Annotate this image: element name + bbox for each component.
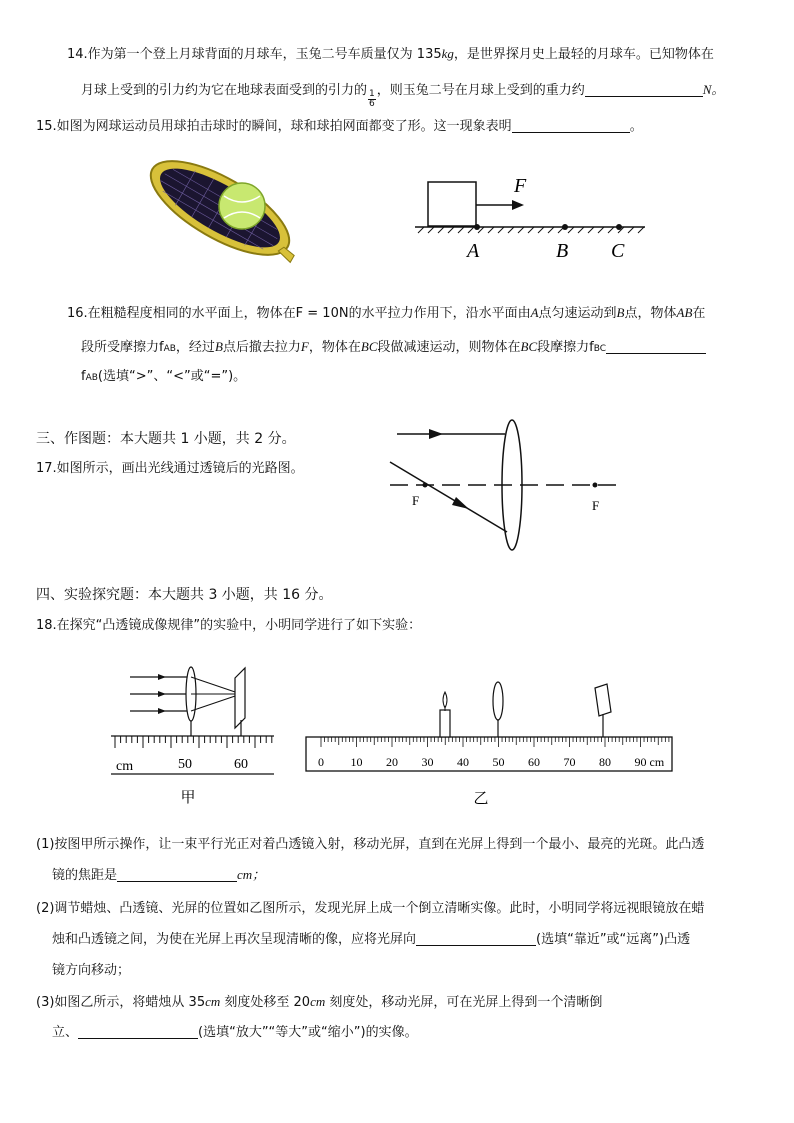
focal-point-right xyxy=(593,483,598,488)
force-label: F xyxy=(514,175,527,197)
point-c-label: C xyxy=(611,240,625,262)
ruler-tick-label: 10 xyxy=(350,755,363,769)
q14-text-b: ，是世界探月史上最轻的月球车。已知物体在 xyxy=(453,47,714,62)
q16-text-b: 点匀速运动到 xyxy=(538,306,617,321)
q15-end: 。 xyxy=(629,119,643,134)
ruler-tick-label: 80 xyxy=(599,755,611,769)
screen-jia xyxy=(235,668,245,728)
q18-p2-text-b: (选填“靠近”或“远离”)凸透 xyxy=(536,932,691,947)
fraction-numerator: 1 xyxy=(369,89,375,99)
figure-jia xyxy=(108,660,278,810)
q15-answer-blank[interactable] xyxy=(512,118,630,133)
parallel-ray-arrow xyxy=(429,429,443,439)
q14-line1 xyxy=(67,45,714,64)
q16-sub-ab2: AB xyxy=(85,373,98,383)
candle-flame xyxy=(443,692,447,708)
q16-line1 xyxy=(67,304,705,323)
q14-line2 xyxy=(81,81,724,109)
q18-p2-line1: (2)调节蜡烛、凸透镜、光屏的位置如乙图所示，发现光屏上成一个倒立清晰实像。此时，小明同学将远视眼镜放在蜡 xyxy=(36,901,705,916)
ruler-tick-label: 20 xyxy=(386,755,398,769)
q18-p2-line2 xyxy=(52,931,690,949)
q18-p3-line2 xyxy=(52,1024,418,1042)
force-arrowhead xyxy=(512,200,524,210)
ruler-tick-label: 70 xyxy=(563,755,576,769)
q17-text: 17.如图所示，画出光线通过透镜后的光路图。 xyxy=(36,461,304,476)
q15-text: 15.如图为网球运动员用球拍击球时的瞬间，球和球拍网面都变了形。这一现象表明 xyxy=(36,119,512,134)
q14-text-a: 14.作为第一个登上月球背面的月球车，玉兔二号车质量仅为 135 xyxy=(67,47,442,62)
q18-p3-line1 xyxy=(36,993,602,1012)
q18-p2-line3: 镜方向移动； xyxy=(52,963,131,978)
q14-text-d: ，则玉兔二号在月球上受到的重力约 xyxy=(376,83,585,98)
q16-text-k: f xyxy=(81,369,86,384)
section4-title: 四、实验探究题：本大题共 3 小题，共 16 分。 xyxy=(36,587,333,603)
q16-line2 xyxy=(81,338,706,358)
screen-yi xyxy=(595,684,611,716)
q16-text-l: (选填“>”、“<”或“=”)。 xyxy=(97,369,247,384)
q18-p1-answer-blank[interactable] xyxy=(117,867,237,882)
q15-line xyxy=(36,118,643,136)
refracted-rays xyxy=(191,677,241,711)
q18-p1-text: 镜的焦距是 xyxy=(52,868,118,883)
q16-sub-bc: BC xyxy=(593,344,607,354)
q16-text-d: 在 xyxy=(692,306,706,321)
block xyxy=(428,182,476,226)
q16-text-c: 点，物体 xyxy=(624,306,677,321)
q16-text-e: 段所受摩擦力f xyxy=(81,340,164,355)
figure-yi-label: 乙 xyxy=(473,789,489,807)
q16-segment-ab: AB xyxy=(676,305,693,320)
ruler-tick-label: 50 xyxy=(492,755,505,769)
q18-p3-text-c: 刻度处，移动光屏，可在光屏上得到一个清晰倒 xyxy=(325,995,603,1010)
q18-p1-unit: cm； xyxy=(237,867,266,882)
ruler-ticks-jia xyxy=(115,736,272,748)
tennis-racket-image xyxy=(140,148,300,278)
q16-text-j: 段摩擦力f xyxy=(537,340,594,355)
q16-line3 xyxy=(81,368,246,387)
ruler-tick-label: 0 xyxy=(318,755,324,769)
q18-p3-text-e: (选填“放大”“等大”或“缩小”)的实像。 xyxy=(198,1025,418,1040)
q18-p3-text-d: 立、 xyxy=(52,1025,79,1040)
point-b-dot xyxy=(562,224,568,230)
point-b-label: B xyxy=(556,240,569,262)
q18-text: 18.在探究“凸透镜成像规律”的实验中，小明同学进行了如下实验： xyxy=(36,618,422,633)
q14-unit-n: N。 xyxy=(702,82,725,97)
ray-arrow-3 xyxy=(158,708,166,714)
focal-ray-arrow xyxy=(452,497,469,509)
q16-text-f: ，经过 xyxy=(175,340,215,355)
q14-answer-blank[interactable] xyxy=(585,82,703,97)
ray-arrow-1 xyxy=(158,674,166,680)
section3-title: 三、作图题：本大题共 1 小题，共 2 分。 xyxy=(36,431,296,447)
focal-point-left xyxy=(423,483,428,488)
unit-label-jia: cm xyxy=(116,759,134,774)
figure-yi xyxy=(303,678,675,810)
q16-answer-blank[interactable] xyxy=(606,339,706,354)
q16-text-i: 段做减速运动，则物体在 xyxy=(377,340,521,355)
q16-text-g: 点后撤去拉力 xyxy=(222,340,301,355)
tick-label-60: 60 xyxy=(234,757,248,772)
fraction-denominator: 6 xyxy=(369,99,375,109)
q14-fraction xyxy=(368,90,376,109)
ruler-tick-label: 60 xyxy=(528,755,540,769)
q16-point-b2: B xyxy=(214,339,223,354)
q16-segment-bc2: BC xyxy=(520,339,538,354)
q16-segment-bc: BC xyxy=(360,339,378,354)
q18-p3-text-a: (3)如图乙所示，将蜡烛从 35 xyxy=(36,995,206,1010)
point-c-dot xyxy=(616,224,622,230)
q18-p2-text-a: 烛和凸透镜之间，为使在光屏上再次呈现清晰的像，应将光屏向 xyxy=(52,932,417,947)
lens-diagram xyxy=(385,415,625,555)
block-force-diagram xyxy=(410,170,650,265)
q16-point-a: A xyxy=(530,305,539,320)
focal-label-right: F xyxy=(592,498,600,513)
ground-hatch xyxy=(418,227,644,233)
q16-text-a: 16.在粗糙程度相同的水平面上，物体在F = 10N的水平拉力作用下，沿水平面由 xyxy=(67,306,531,321)
q18-p3-unit2: cm xyxy=(310,994,326,1009)
figure-jia-label: 甲 xyxy=(180,788,196,806)
q16-force-f: F xyxy=(300,339,309,354)
q16-text-h: ，物体在 xyxy=(308,340,361,355)
lens-yi xyxy=(493,682,503,720)
focal-ray xyxy=(390,462,507,532)
q14-text-c: 月球上受到的引力约为它在地球表面受到的引力的 xyxy=(81,83,368,98)
ray-arrow-2 xyxy=(158,691,166,697)
tick-label-50: 50 xyxy=(178,757,192,772)
q18-p1-line2 xyxy=(52,866,265,885)
q18-p1-line1: (1)按图甲所示操作，让一束平行光正对着凸透镜入射，移动光屏，直到在光屏上得到一个最小、最亮的光斑。此凸透 xyxy=(36,837,705,852)
candle xyxy=(440,710,450,737)
ruler-tick-label: 40 xyxy=(457,755,469,769)
q16-sub-ab: AB xyxy=(163,344,176,354)
q18-p3-answer-blank[interactable] xyxy=(78,1024,198,1039)
q18-p2-answer-blank[interactable] xyxy=(416,931,536,946)
point-a-dot xyxy=(474,224,480,230)
ruler-tick-label: 30 xyxy=(421,755,434,769)
ruler-tick-label: 90 cm xyxy=(634,755,665,769)
point-a-label: A xyxy=(467,240,480,262)
focal-label-left: F xyxy=(412,493,420,508)
q16-point-b: B xyxy=(616,305,625,320)
q18-p3-unit1: cm xyxy=(205,994,221,1009)
q18-p3-text-b: 刻度处移至 20 xyxy=(220,995,311,1010)
q14-unit-kg: kg xyxy=(441,46,454,61)
